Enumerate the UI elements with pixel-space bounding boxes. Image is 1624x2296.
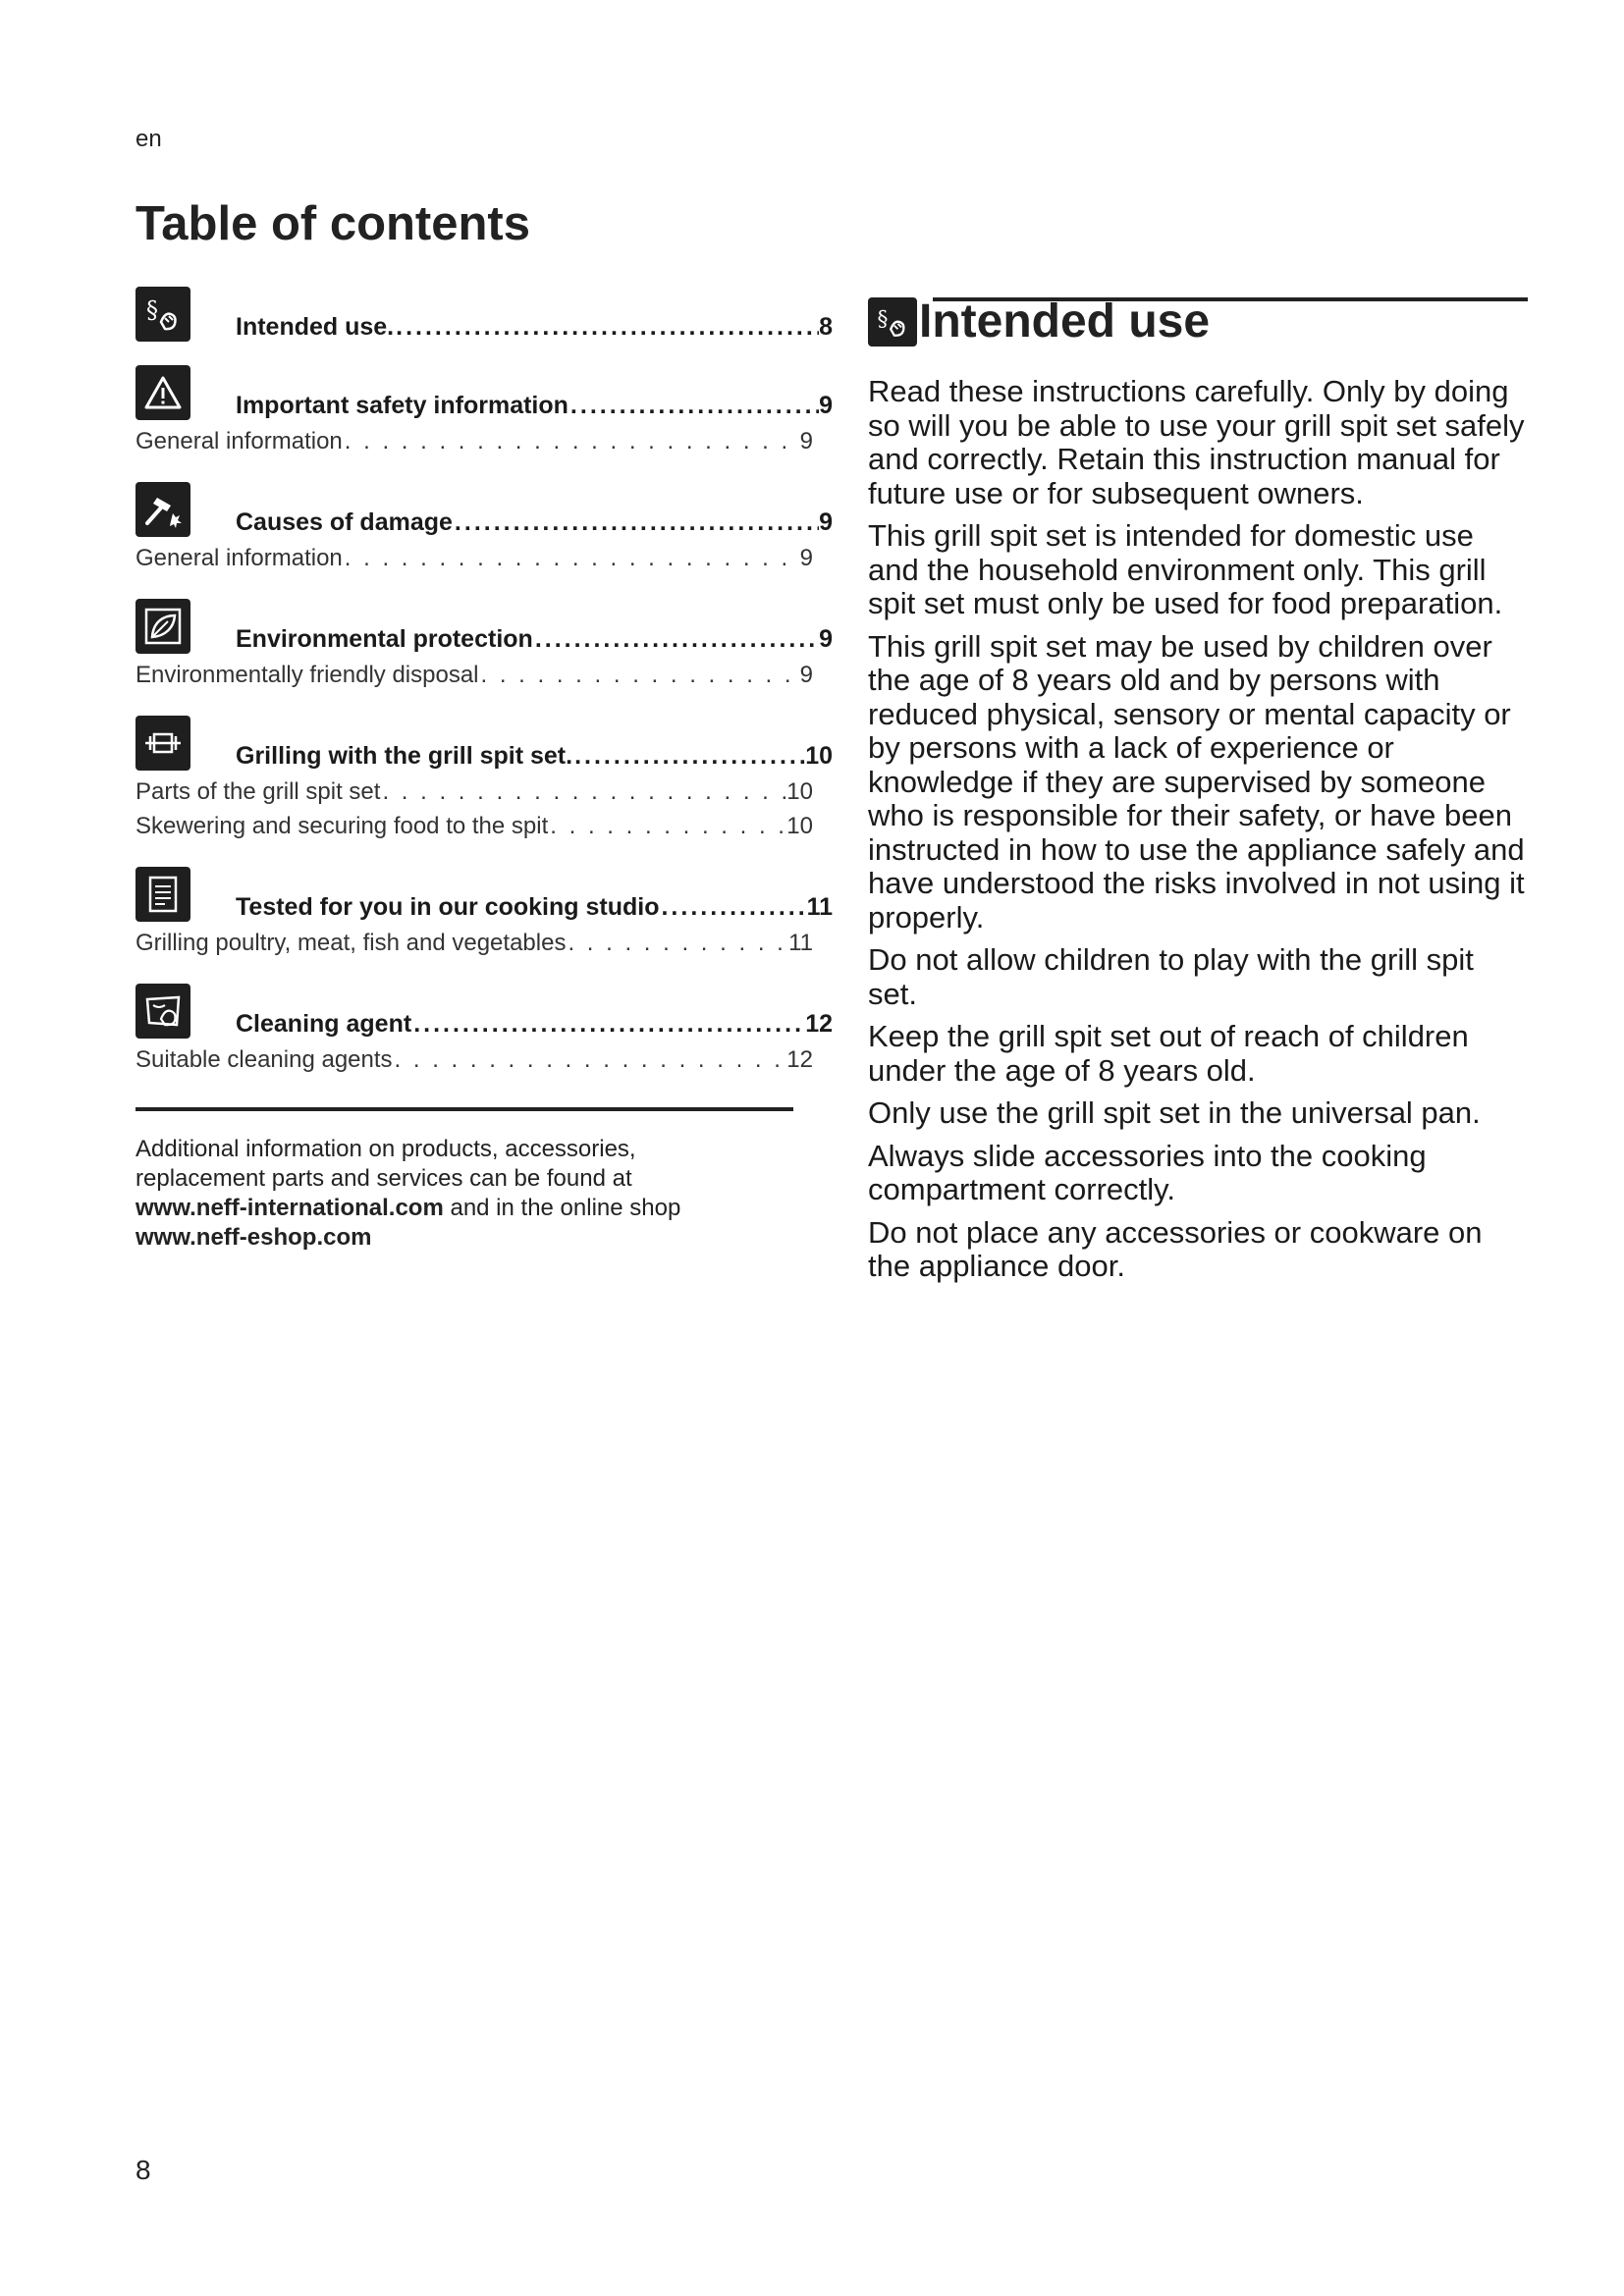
toc-entry-title: Environmental protection <box>236 625 533 653</box>
note-line-2: replacement parts and services can be found at <box>135 1165 632 1192</box>
toc-entry-link[interactable] <box>236 741 833 771</box>
toc-section-safety <box>135 363 833 458</box>
section-hand-icon <box>135 287 190 342</box>
divider <box>135 1107 793 1111</box>
intended-use-section <box>868 294 1526 348</box>
toc-section-cleaning <box>135 982 833 1077</box>
toc-entry-page: 11 <box>806 893 833 921</box>
paragraph: Read these instructions carefully. Only by doing so will you be able to use your grill spit set safely and correctly. Retain this instruction manual for future use or for subsequent owners. <box>868 374 1525 510</box>
toc-subentry-title: Parts of the grill spit set <box>135 778 381 805</box>
toc-subentry-link[interactable] <box>135 809 813 843</box>
toc-subentry-link[interactable] <box>135 926 813 960</box>
page-number: 8 <box>135 2155 151 2185</box>
toc-entry-title: Intended use. <box>236 313 395 341</box>
grill-spit-icon <box>135 716 190 771</box>
toc-entry-link[interactable] <box>236 1009 833 1039</box>
eshop-link[interactable]: www.neff-eshop.com <box>135 1224 372 1251</box>
paragraph: Only use the grill spit set in the universal pan. <box>868 1095 1481 1130</box>
paragraph: This grill spit set may be used by children over the age of 8 years old and by persons with reduced physical, sensory or mental capacity or by persons with a lack of experience or knowledge if they are supervised by someone who is responsible for their safety, or have been instructed in how to use the appliance safely and have understood the risks involved in not using it properly. <box>868 628 1525 934</box>
toc-subentry-title: Environmentally friendly disposal <box>135 662 479 688</box>
toc-subentry-page: 10 <box>786 778 813 805</box>
toc-entry-title: Important safety information <box>236 392 568 419</box>
toc-subentry-title: Skewering and securing food to the spit <box>135 813 549 839</box>
toc-entry-page: 8 <box>819 313 833 341</box>
toc-entry-title: Tested for you in our cooking studio <box>236 893 660 921</box>
paragraph: Do not allow children to play with the grill spit set. <box>868 942 1474 1011</box>
toc-section-intended-use <box>135 285 833 342</box>
toc-subentry-link[interactable] <box>135 658 813 692</box>
toc-section-damage <box>135 480 833 575</box>
toc-subentry-page: 9 <box>799 545 813 571</box>
toc-entry-page: 9 <box>819 392 833 419</box>
paragraph: Always slide accessories into the cooking compartment correctly. <box>868 1138 1427 1206</box>
environment-leaf-icon <box>135 599 190 654</box>
toc-entry-link[interactable] <box>236 507 833 537</box>
section-hand-icon <box>868 297 917 347</box>
toc-subentry-page: 10 <box>786 813 813 839</box>
toc-subentry-page: 12 <box>786 1046 813 1073</box>
section-title: Intended use <box>919 295 1211 347</box>
toc-entry-link[interactable] <box>236 892 833 922</box>
language-code: en <box>135 126 162 152</box>
toc-section-grilling <box>135 714 833 843</box>
toc-section-environment <box>135 597 833 692</box>
toc-entry-title: Cleaning agent <box>236 1010 412 1038</box>
damage-hammer-icon <box>135 482 190 537</box>
cleaning-cloth-icon <box>135 984 190 1039</box>
paragraph: Do not place any accessories or cookware on the appliance door. <box>868 1214 1483 1283</box>
toc-section-cooking-studio <box>135 865 833 960</box>
additional-info-note <box>135 1135 803 1253</box>
toc-subentry-page: 9 <box>799 662 813 688</box>
toc-subentry-link[interactable] <box>135 541 813 575</box>
toc-subentry-title: Grilling poultry, meat, fish and vegetables <box>135 930 567 956</box>
toc-subentry-title: General information <box>135 428 343 454</box>
toc-subentry-title: General information <box>135 545 343 571</box>
toc-entry-page: 10 <box>805 742 833 770</box>
svg-text:§: § <box>877 306 889 332</box>
toc-subentry-link[interactable] <box>135 774 813 809</box>
paragraph: Keep the grill spit set out of reach of children under the age of 8 years old. <box>868 1019 1469 1088</box>
toc-entry-page: 9 <box>819 508 833 536</box>
toc-entry-title: Causes of damage <box>236 508 453 536</box>
toc-entry-link[interactable] <box>236 391 833 420</box>
toc-subentry-page: 11 <box>788 930 813 956</box>
svg-text:§: § <box>146 296 158 324</box>
toc-subentry-page: 9 <box>799 428 813 454</box>
international-site-link[interactable]: www.neff-international.com <box>135 1195 444 1221</box>
toc-subentry-link[interactable] <box>135 1042 813 1077</box>
toc-subentry-title: Suitable cleaning agents <box>135 1046 393 1073</box>
toc-entry-page: 12 <box>805 1010 833 1038</box>
paragraph: This grill spit set is intended for domestic use and the household environment only. This grill spit set must only be used for food preparation. <box>868 518 1503 620</box>
toc-entry-link[interactable] <box>236 624 833 654</box>
toc-title: Table of contents <box>135 197 531 250</box>
toc-subentry-link[interactable] <box>135 424 813 458</box>
toc-entry-link[interactable] <box>236 312 833 342</box>
note-mid-text: and in the online shop <box>450 1195 681 1221</box>
warning-triangle-icon <box>135 365 190 420</box>
toc-entry-title: Grilling with the grill spit set. <box>236 742 573 770</box>
note-line-1: Additional information on products, accessories, <box>135 1136 636 1162</box>
toc-entry-page: 9 <box>819 625 833 653</box>
table-of-contents <box>135 285 833 1098</box>
cooking-studio-icon <box>135 867 190 922</box>
intended-use-body <box>868 375 1528 1293</box>
